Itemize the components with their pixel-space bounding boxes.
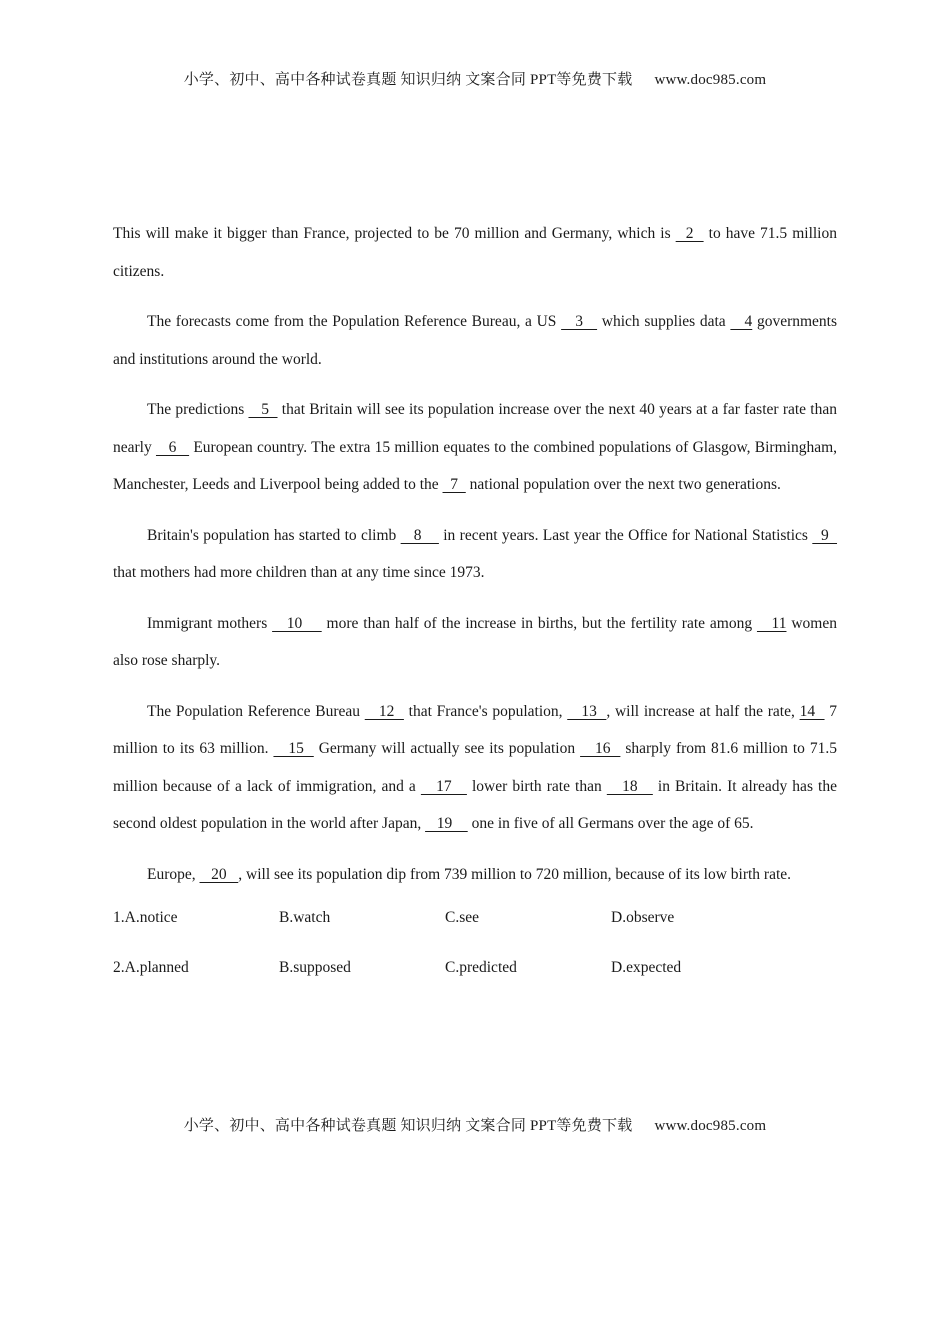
option-2d: D.expected (611, 959, 682, 976)
blank-16: 16 (580, 740, 621, 757)
passage (113, 215, 837, 1006)
paragraph-6: The Population Reference Bureau 12 that France's population, 13 , will increase at half the rate, 14 7 million to its 63 million. 15 Germany will actually see its population 16 sharply from 81.6 million to 71.5 million because of a lack of immigration, and a 17 lower birth rate than 18 in Britain. It already has the second oldest population in the world after Japan, 19 one in five of all Germans over the age of 65. (113, 702, 838, 832)
option-2c: C.predicted (445, 959, 517, 976)
header-url: www.doc985.com (654, 72, 767, 88)
option-row-1 (113, 906, 837, 956)
footer-text: 小学、初中、高中各种试卷真题 知识归纳 文案合同 PPT等免费下载 (183, 1118, 633, 1134)
page-header (0, 68, 950, 89)
option-2a: 2.A.planned (113, 959, 189, 976)
blank-20: 20 (199, 865, 239, 883)
option-1b: B.watch (279, 909, 331, 926)
blank-18: 18 (606, 777, 653, 795)
blank-7: 7 (442, 476, 466, 493)
blank-19: 19 (425, 815, 468, 832)
blank-4: 4 (730, 313, 753, 330)
blank-8: 8 (400, 526, 439, 544)
blank-9: 9 (812, 526, 838, 544)
blank-13: 13 (567, 702, 607, 720)
option-1a: 1.A.notice (113, 909, 178, 926)
blank-10: 10 (272, 614, 322, 632)
paragraph-3: The predictions 5 that Britain will see its population increase over the next 40 years at a far faster rate than nearly 6 European country. The extra 15 million equates to the combined populations of Glasgow, Birmingham, Manchester, Leeds and Liverpool being added to the 7 national population over the next two generations. (113, 401, 838, 493)
blank-11: 11 (756, 614, 787, 632)
paragraph-2: The forecasts come from the Population Reference Bureau, a US 3 which supplies data 4 governments and institutions around the world. (113, 313, 838, 368)
option-1c: C.see (445, 909, 480, 926)
blank-15: 15 (273, 740, 314, 757)
option-1d: D.observe (611, 909, 675, 926)
header-text: 小学、初中、高中各种试卷真题 知识归纳 文案合同 PPT等免费下载 (183, 72, 633, 88)
blank-5: 5 (248, 401, 278, 418)
paragraph-5: Immigrant mothers 10 more than half of the increase in births, but the fertility rate among 11 women also rose sharply. (113, 614, 837, 669)
paragraph-7: Europe, 20 , will see its population dip from 739 million to 720 million, because of its low birth rate. (147, 865, 792, 883)
paragraph-4: Britain's population has started to climb 8 in recent years. Last year the Office for National Statistics 9 that mothers had more children than at any time since 1973. (113, 526, 838, 581)
blank-3: 3 (561, 313, 598, 330)
answer-options (113, 906, 837, 1006)
blank-17: 17 (420, 777, 467, 795)
option-2b: B.supposed (279, 959, 351, 976)
blank-14: 14 (799, 702, 825, 720)
blank-6: 6 (155, 438, 190, 456)
page-footer (0, 1114, 950, 1135)
paragraph-1: This will make it bigger than France, projected to be 70 million and Germany, which is 2 to have 71.5 million citizens. (113, 225, 837, 280)
option-row-2 (113, 956, 837, 1006)
footer-url: www.doc985.com (654, 1118, 767, 1134)
blank-12: 12 (364, 702, 404, 720)
blank-2: 2 (675, 225, 704, 242)
